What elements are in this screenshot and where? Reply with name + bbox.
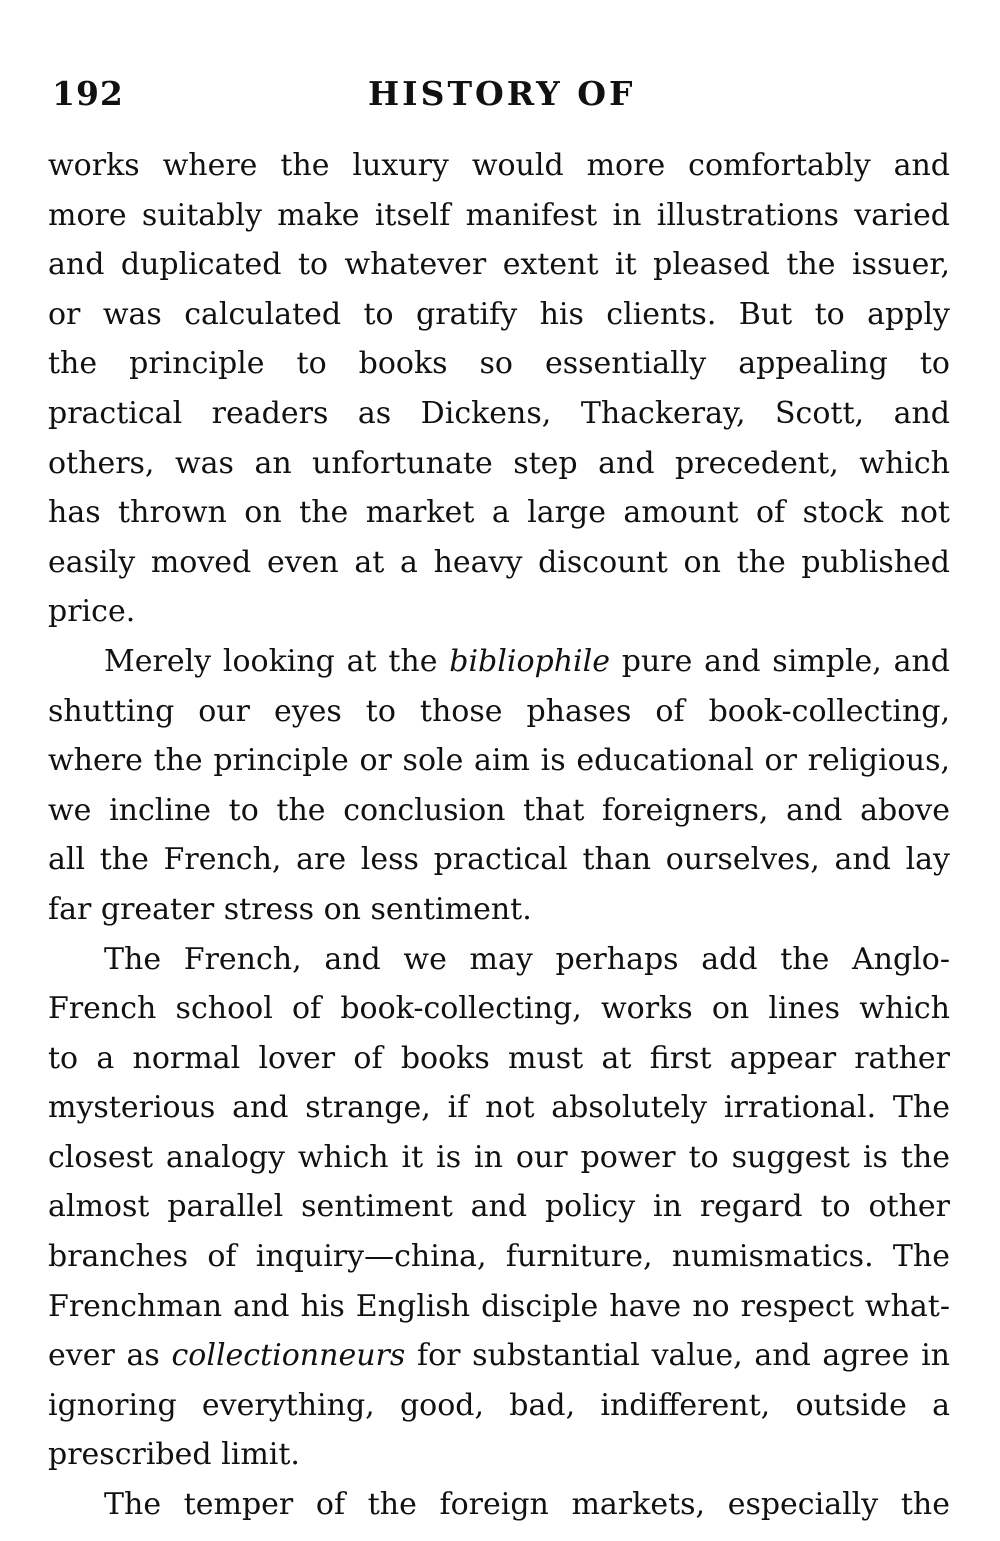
text-line (48, 1430, 950, 1480)
text-segment: has thrown on the market a large amount of stock not (48, 495, 950, 531)
text-segment: prescribed limit. (48, 1437, 300, 1473)
body-text (48, 141, 950, 1530)
text-segment: branches of inquiry—china, furniture, numismatics. The (48, 1239, 950, 1275)
text-segment: The French, and we may perhaps add the Anglo- (104, 941, 950, 977)
text-segment: almost parallel sentiment and policy in regard to other (48, 1189, 950, 1225)
text-segment: to a normal lover of books must at first appear rather (48, 1040, 950, 1076)
page-number: 192 (52, 74, 124, 113)
text-line (48, 1381, 950, 1431)
text-segment: closest analogy which it is in our power to suggest is the (48, 1139, 950, 1175)
text-line (48, 736, 950, 786)
text-segment: price. (48, 594, 136, 630)
text-segment: we incline to the conclusion that foreigners, and above (48, 792, 950, 828)
text-line (48, 984, 950, 1034)
text-line (48, 1480, 950, 1530)
text-segment: the principle to books so essentially appealing to (48, 346, 950, 382)
text-line (48, 290, 950, 340)
text-line (48, 1182, 950, 1232)
text-line (48, 141, 950, 191)
text-segment: for substantial value, and agree in (405, 1338, 950, 1374)
text-line (48, 1282, 950, 1332)
text-line (48, 1034, 950, 1084)
text-line (48, 587, 950, 637)
text-segment: practical readers as Dickens, Thackeray, Scott, and (48, 395, 950, 431)
text-segment: others, was an unfortunate step and precedent, which (48, 445, 950, 481)
text-segment: easily moved even at a heavy discount on the published (48, 544, 950, 580)
text-segment: Merely looking at the (104, 643, 450, 679)
text-line (48, 935, 950, 985)
italic-text: bibliophile (449, 643, 610, 679)
text-segment: mysterious and strange, if not absolutely irrational. The (48, 1090, 950, 1126)
text-segment: French school of book-collecting, works on lines which (48, 991, 950, 1027)
text-line (48, 1083, 950, 1133)
text-line (48, 1133, 950, 1183)
text-segment: far greater stress on sentiment. (48, 891, 532, 927)
text-segment: The temper of the foreign markets, especially the (104, 1487, 950, 1523)
text-segment: pure and simple, and (609, 643, 950, 679)
text-line (48, 687, 950, 737)
text-segment: more suitably make itself manifest in illustrations varied (48, 197, 950, 233)
italic-text: collectionneurs (171, 1338, 406, 1374)
text-segment: Frenchman and his English disciple have no respect what- (48, 1288, 950, 1324)
text-segment: all the French, are less practical than ourselves, and lay (48, 842, 950, 878)
text-line (48, 885, 950, 935)
text-line (48, 439, 950, 489)
text-line (48, 1232, 950, 1282)
running-title: HISTORY OF (368, 74, 636, 113)
text-segment: ignoring everything, good, bad, indifferent, outside a (48, 1387, 950, 1423)
text-segment: where the principle or sole aim is educational or religious, (48, 743, 950, 779)
text-segment: or was calculated to gratify his clients. But to apply (48, 296, 950, 332)
text-segment: works where the luxury would more comfortably and (48, 148, 950, 183)
text-line (48, 835, 950, 885)
text-line (48, 240, 950, 290)
text-line (48, 538, 950, 588)
text-line (48, 1331, 950, 1381)
text-line (48, 637, 950, 687)
text-line (48, 786, 950, 836)
text-line (48, 488, 950, 538)
text-segment: and duplicated to whatever extent it pleased the issuer, (48, 247, 950, 283)
running-head (50, 74, 952, 120)
text-line (48, 389, 950, 439)
text-line (48, 191, 950, 241)
text-segment: shutting our eyes to those phases of book-collecting, (48, 693, 950, 729)
text-line (48, 339, 950, 389)
text-segment: ever as (48, 1338, 172, 1374)
